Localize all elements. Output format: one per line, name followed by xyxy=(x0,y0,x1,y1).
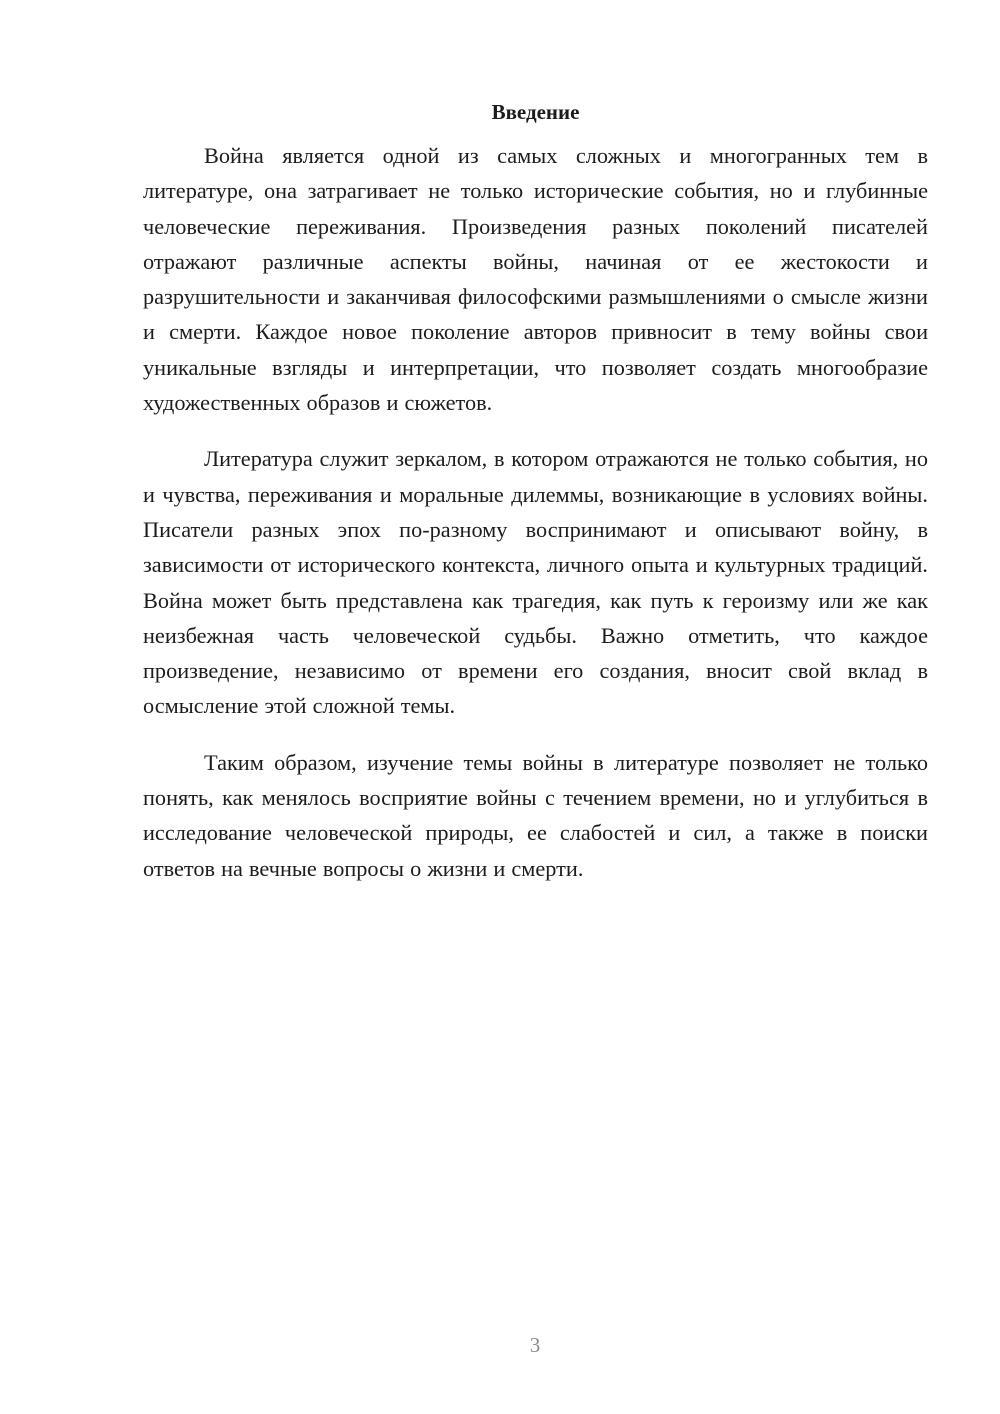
paragraph-1: Война является одной из самых сложных и многогранных тем в литературе, она затрагивает не только исторические события, но и глубинные человеческие переживания. Произведения разных поколений писателей отражают различные аспекты войны, начиная от ее жестокости и разрушительности и заканчивая философскими размышлениями о смысле жизни и смерти. Каждое новое поколение авторов привносит в тему войны свои уникальные взгляды и интерпретации, что позволяет создать многообразие художественных образов и сюжетов. xyxy=(143,143,928,416)
page-number: 3 xyxy=(529,1333,541,1357)
paragraph-3: Таким образом, изучение темы войны в литературе позволяет не только понять, как менялось восприятие войны с течением времени, но и углубиться в исследование человеческой природы, ее слабостей и сил, а также в поиски ответов на вечные вопросы о жизни и смерти. xyxy=(143,749,928,881)
paragraph-2: Литература служит зеркалом, в котором отражаются не только события, но и чувства, переживания и моральные дилеммы, возникающие в условиях войны. Писатели разных эпох по-разному воспринимают и описывают войну, в зависимости от исторического контекста, личного опыта и культурных традиций. Война может быть представлена как трагедия, как путь к героизму или же как неизбежная часть человеческой судьбы. Важно отметить, что каждое произведение, независимо от времени его создания, вносит свой вклад в осмысление этой сложной темы. xyxy=(143,446,928,719)
page-content xyxy=(143,96,928,907)
section-title: Введение xyxy=(491,100,580,124)
